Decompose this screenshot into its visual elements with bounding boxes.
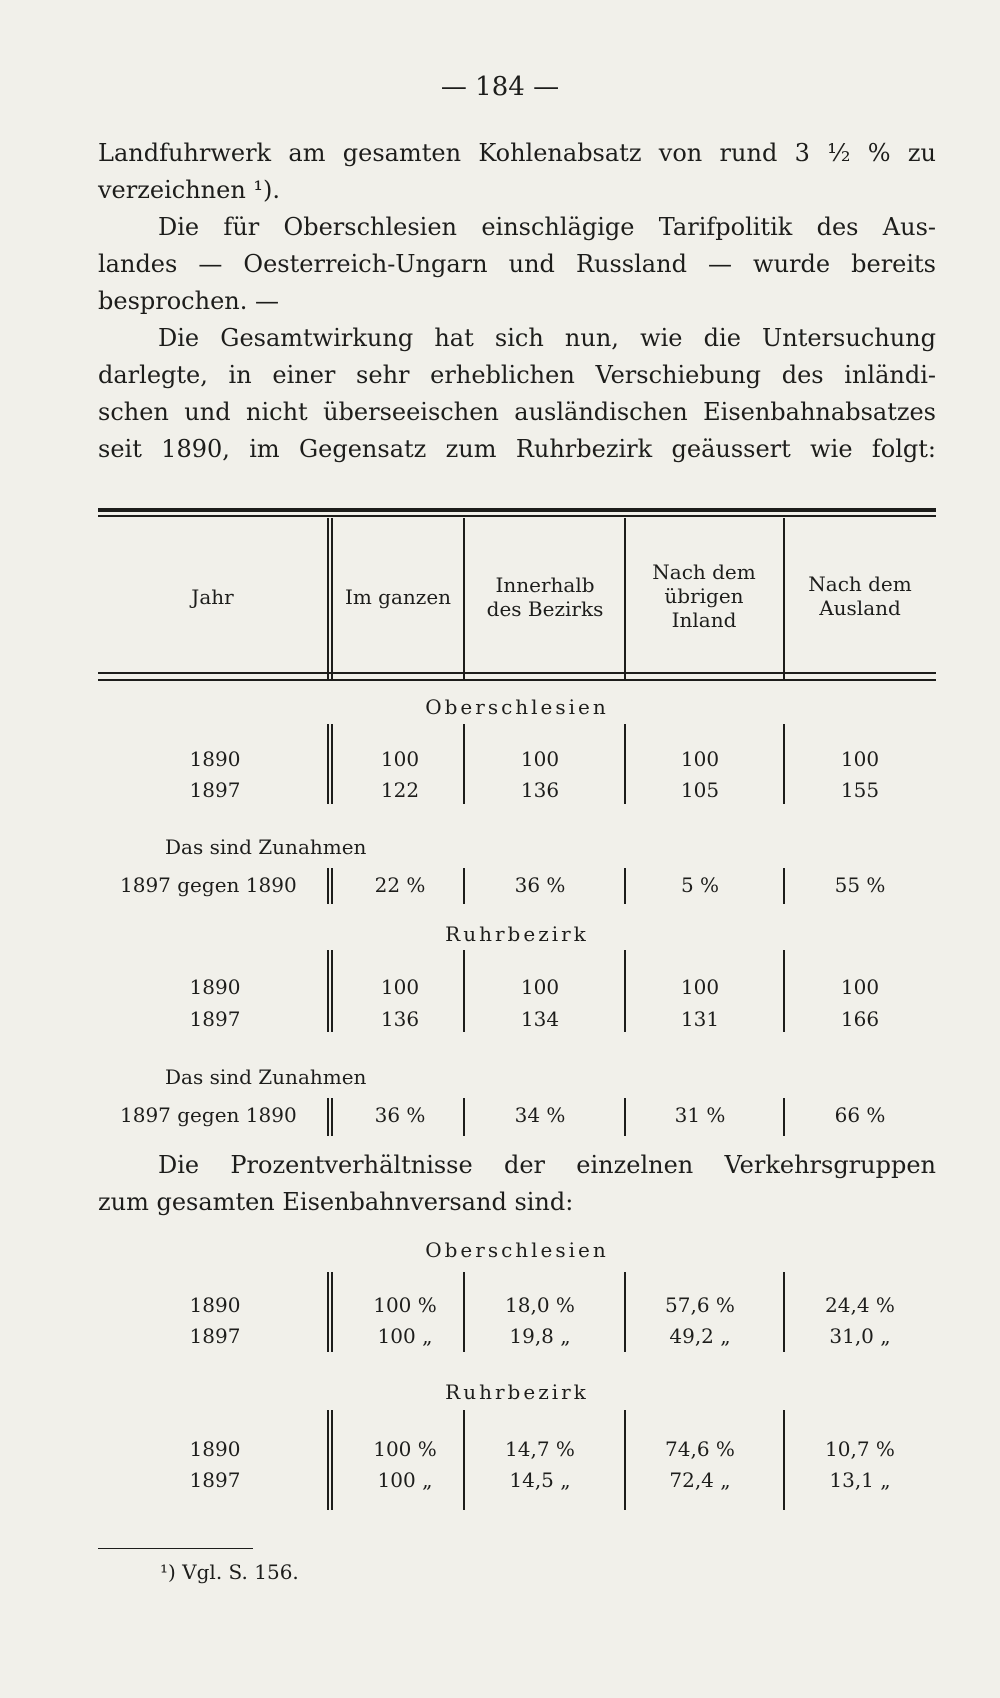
increase-label: Das sind Zunahmen	[165, 1065, 367, 1089]
table-cell: 100 „	[377, 1468, 433, 1492]
table-cell: 155	[840, 778, 880, 802]
table-cell: 1890	[189, 975, 241, 999]
header-innerhalb: Innerhalb des Bezirks	[486, 573, 604, 621]
increase-label: Das sind Zunahmen	[165, 835, 367, 859]
text-line: Landfuhrwerk am gesamten Kohlenabsatz von rund 3 ½ % zu	[98, 139, 936, 167]
table-cell: 1890	[189, 1293, 241, 1317]
table-cell: 66 %	[834, 1103, 886, 1127]
table-cell: 31,0 „	[829, 1324, 891, 1348]
table-cell: 57,6 %	[665, 1293, 735, 1317]
text-line: zum gesamten Eisenbahnversand sind:	[98, 1188, 574, 1216]
table-cell: 31 %	[674, 1103, 726, 1127]
table-cell: 131	[680, 1007, 720, 1031]
table-cell: 100	[520, 747, 560, 771]
footnote-rule	[98, 1548, 253, 1549]
column-divider	[624, 950, 626, 1032]
column-divider	[783, 518, 785, 680]
table-cell: 1890	[189, 747, 241, 771]
table-cell: 100	[840, 975, 880, 999]
header-im-ganzen: Im ganzen	[344, 585, 452, 609]
text-line: Die Gesamtwirkung hat sich nun, wie die Untersuchung	[158, 324, 936, 352]
table-cell: 1897 gegen 1890	[120, 873, 297, 897]
text-line: Die Prozentverhältnisse der einzelnen Verkehrsgruppen	[158, 1151, 936, 1179]
table-cell: 105	[680, 778, 720, 802]
table-cell: 100	[380, 975, 420, 999]
column-divider	[463, 950, 465, 1032]
table-cell: 136	[520, 778, 560, 802]
section-title: Oberschlesien	[425, 1238, 609, 1262]
column-divider	[327, 950, 333, 1032]
text-line: Die für Oberschlesien einschlägige Tarifpolitik des Aus-	[158, 213, 936, 241]
column-divider	[463, 1272, 465, 1352]
table-cell: 14,5 „	[509, 1468, 571, 1492]
table-cell: 1890	[189, 1437, 241, 1461]
table-cell: 166	[840, 1007, 880, 1031]
table-cell: 34 %	[514, 1103, 566, 1127]
text-line: verzeichnen ¹).	[98, 176, 281, 204]
table-cell: 36 %	[514, 873, 566, 897]
column-divider	[783, 724, 785, 804]
text-line: darlegte, in einer sehr erheblichen Verschiebung des inländi-	[98, 361, 936, 389]
table-cell: 5 %	[680, 873, 720, 897]
table-cell: 1897 gegen 1890	[120, 1103, 297, 1127]
column-divider	[624, 1410, 626, 1510]
table-cell: 100 %	[373, 1293, 437, 1317]
header-inland: Nach dem übrigen Inland	[652, 560, 756, 632]
column-divider	[463, 1098, 465, 1136]
table-cell: 100	[680, 747, 720, 771]
table-cell: 72,4 „	[669, 1468, 731, 1492]
table-cell: 1897	[189, 778, 241, 802]
column-divider	[783, 1410, 785, 1510]
table-cell: 55 %	[834, 873, 886, 897]
column-divider	[463, 1410, 465, 1510]
table-cell: 100 „	[377, 1324, 433, 1348]
header-jahr: Jahr	[191, 585, 234, 609]
table-cell: 122	[380, 778, 420, 802]
column-divider	[327, 724, 333, 804]
table-cell: 100 %	[373, 1437, 437, 1461]
table-cell: 10,7 %	[825, 1437, 895, 1461]
section-title: Oberschlesien	[425, 695, 609, 719]
table-cell: 100	[380, 747, 420, 771]
table-cell: 100	[680, 975, 720, 999]
section-title: Ruhrbezirk	[445, 1380, 589, 1404]
table-cell: 136	[380, 1007, 420, 1031]
table-cell: 13,1 „	[829, 1468, 891, 1492]
table-cell: 24,4 %	[825, 1293, 895, 1317]
table-cell: 1897	[189, 1007, 241, 1031]
column-divider	[783, 868, 785, 904]
column-divider	[783, 1098, 785, 1136]
column-divider	[783, 1272, 785, 1352]
table-top-rule	[98, 515, 936, 517]
column-divider	[327, 1410, 333, 1510]
table-cell: 49,2 „	[669, 1324, 731, 1348]
column-divider	[327, 1272, 333, 1352]
column-divider	[463, 518, 465, 680]
text-line: landes — Oesterreich-Ungarn und Russland — wurde bereits	[98, 250, 936, 278]
column-divider	[624, 868, 626, 904]
column-divider	[463, 724, 465, 804]
text-line: besprochen. —	[98, 287, 279, 315]
table-cell: 19,8 „	[509, 1324, 571, 1348]
table-cell: 18,0 %	[505, 1293, 575, 1317]
text-line: seit 1890, im Gegensatz zum Ruhrbezirk geäussert wie folgt:	[98, 435, 936, 463]
header-ausland: Nach dem Ausland	[808, 572, 912, 620]
table-cell: 1897	[189, 1468, 241, 1492]
column-divider	[624, 724, 626, 804]
header-rule	[98, 672, 936, 674]
footnote: ¹) Vgl. S. 156.	[160, 1560, 299, 1584]
mid-paragraph	[98, 1147, 936, 1221]
table-cell: 134	[520, 1007, 560, 1031]
section-title: Ruhrbezirk	[445, 922, 589, 946]
table-cell: 100	[520, 975, 560, 999]
table-cell: 74,6 %	[665, 1437, 735, 1461]
table-cell: 14,7 %	[505, 1437, 575, 1461]
text-line: schen und nicht überseeischen ausländischen Eisenbahnabsatzes	[98, 398, 936, 426]
column-divider	[463, 868, 465, 904]
column-divider	[624, 1272, 626, 1352]
table-top-rule	[98, 508, 936, 512]
table-cell: 100	[840, 747, 880, 771]
header-rule	[98, 679, 936, 681]
column-divider	[624, 518, 626, 680]
column-divider	[624, 1098, 626, 1136]
table-cell: 1897	[189, 1324, 241, 1348]
table-cell: 22 %	[374, 873, 426, 897]
page-number: — 184 —	[440, 72, 560, 102]
intro-paragraphs	[98, 135, 936, 468]
table-cell: 36 %	[374, 1103, 426, 1127]
column-divider	[783, 950, 785, 1032]
